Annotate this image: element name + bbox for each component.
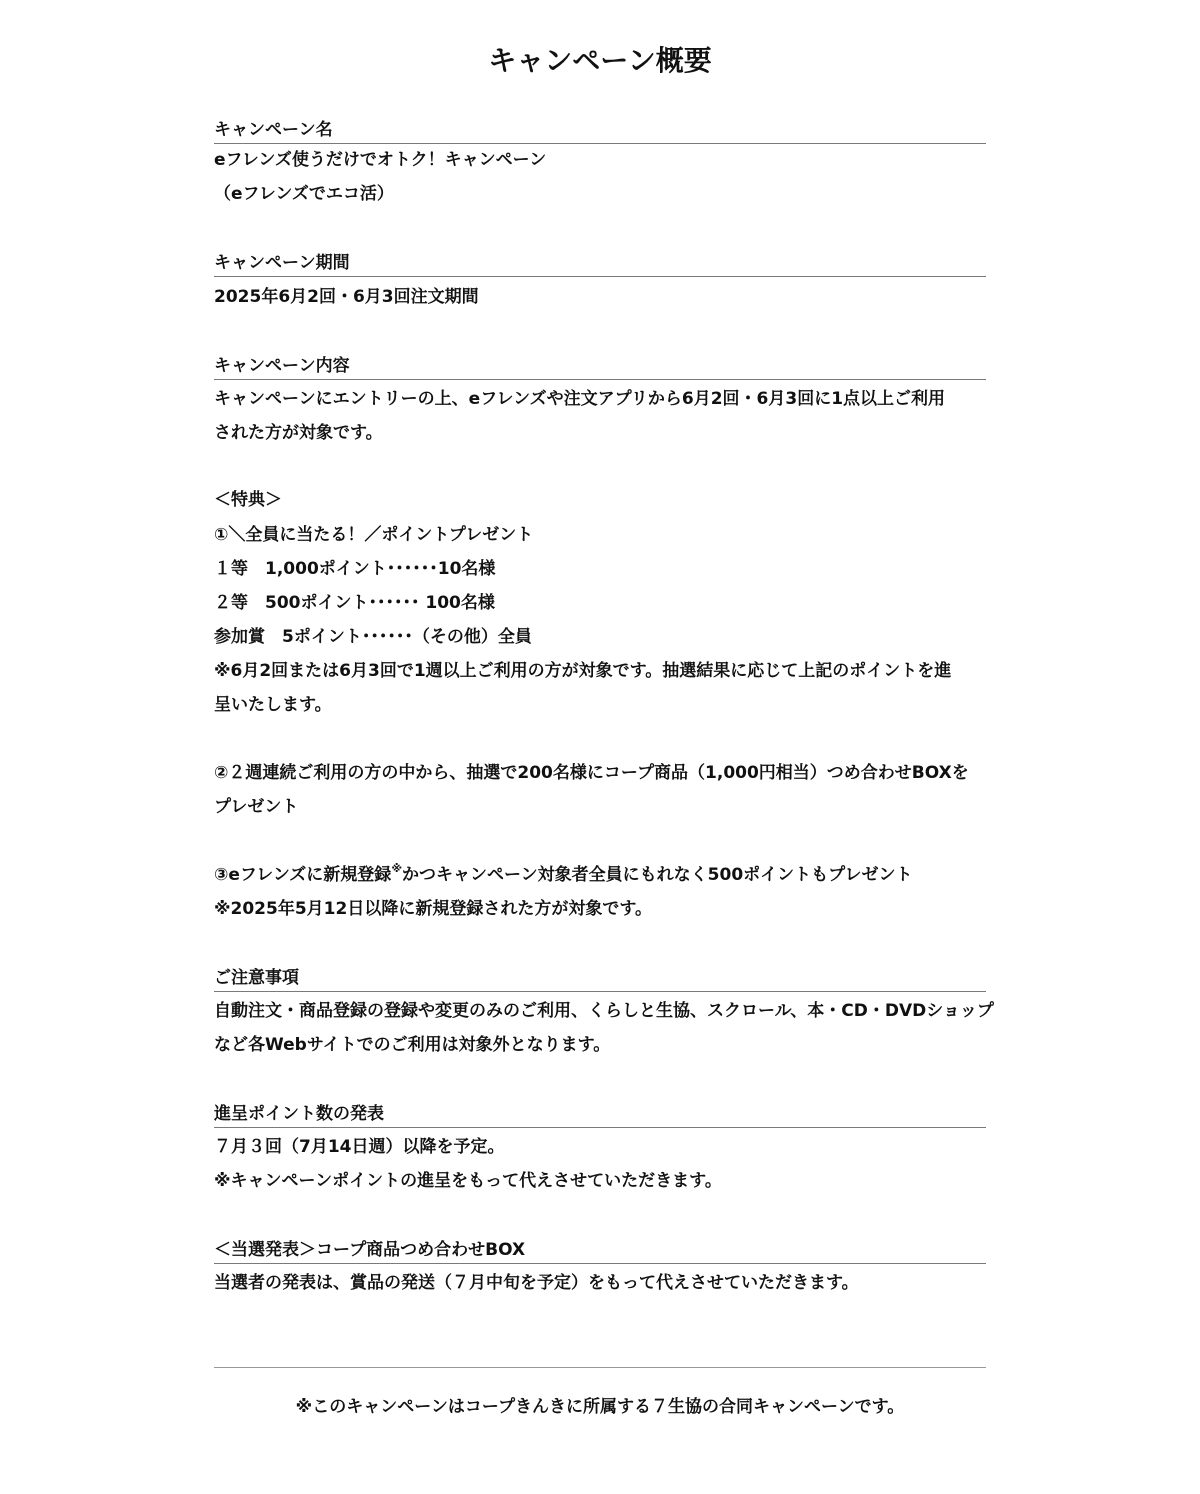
- benefit-1-note-cont: 呈いたします。: [214, 695, 332, 715]
- notes-line: 自動注文・商品登録の登録や変更のみのご利用、くらしと生協、スクロール、本・CD・DVDショップ: [214, 1001, 994, 1021]
- benefit-2-cont: プレゼント: [214, 797, 299, 817]
- page-title: キャンペーン概要: [488, 44, 712, 77]
- section-heading-winners: ＜当選発表＞コープ商品つめ合わせBOX: [214, 1237, 986, 1264]
- content-line: された方が対象です。: [214, 423, 383, 443]
- campaign-period: 2025年6月2回・6月3回注文期間: [214, 287, 479, 307]
- section-heading-announcement: 進呈ポイント数の発表: [214, 1101, 986, 1128]
- content-line: キャンペーンにエントリーの上、eフレンズや注文アプリから6月2回・6月3回に1点以上ご利用: [214, 389, 946, 409]
- announcement-line: ※キャンペーンポイントの進呈をもって代えさせていただきます。: [214, 1171, 722, 1191]
- prize-tier-1: １等 1,000ポイント･･････10名様: [214, 559, 496, 579]
- campaign-nickname: （eフレンズでエコ活）: [214, 184, 394, 204]
- benefit-3: [214, 858, 986, 892]
- section-heading-campaign-period: キャンペーン期間: [214, 250, 986, 277]
- prize-participation: 参加賞 5ポイント･･････（その他）全員: [214, 627, 532, 647]
- benefit-3-note: ※2025年5月12日以降に新規登録された方が対象です。: [214, 899, 652, 919]
- benefit-1-note: ※6月2回または6月3回で1週以上ご利用の方が対象です。抽選結果に応じて上記のポイントを進: [214, 661, 952, 681]
- winners-line: 当選者の発表は、賞品の発送（７月中旬を予定）をもって代えさせていただきます。: [214, 1273, 859, 1293]
- section-heading-notes: ご注意事項: [214, 965, 986, 992]
- section-heading-campaign-content: キャンペーン内容: [214, 353, 986, 380]
- benefit-2: ②２週連続ご利用の方の中から、抽選で200名様にコープ商品（1,000円相当）つめ合わせBOXを: [214, 763, 969, 783]
- benefits-label: ＜特典＞: [214, 490, 282, 510]
- benefit-3-text-a: ③eフレンズに新規登録: [214, 865, 392, 885]
- notes-line: など各Webサイトでのご利用は対象外となります。: [214, 1035, 611, 1055]
- announcement-line: ７月３回（7月14日週）以降を予定。: [214, 1137, 505, 1157]
- benefit-3-text-b: かつキャンペーン対象者全員にもれなく500ポイントもプレゼント: [402, 865, 913, 885]
- section-heading-campaign-name: キャンペーン名: [214, 117, 986, 144]
- footnote-mark: ※: [391, 862, 403, 875]
- campaign-name: eフレンズ使うだけでオトク！キャンペーン: [214, 150, 547, 170]
- footer-divider: [214, 1367, 986, 1368]
- footer-note: ※このキャンペーンはコープきんきに所属する７生協の合同キャンペーンです。: [295, 1397, 905, 1417]
- prize-tier-2: ２等 500ポイント･･････ 100名様: [214, 593, 495, 613]
- benefit-1-title: ①＼全員に当たる！／ポイントプレゼント: [214, 525, 534, 545]
